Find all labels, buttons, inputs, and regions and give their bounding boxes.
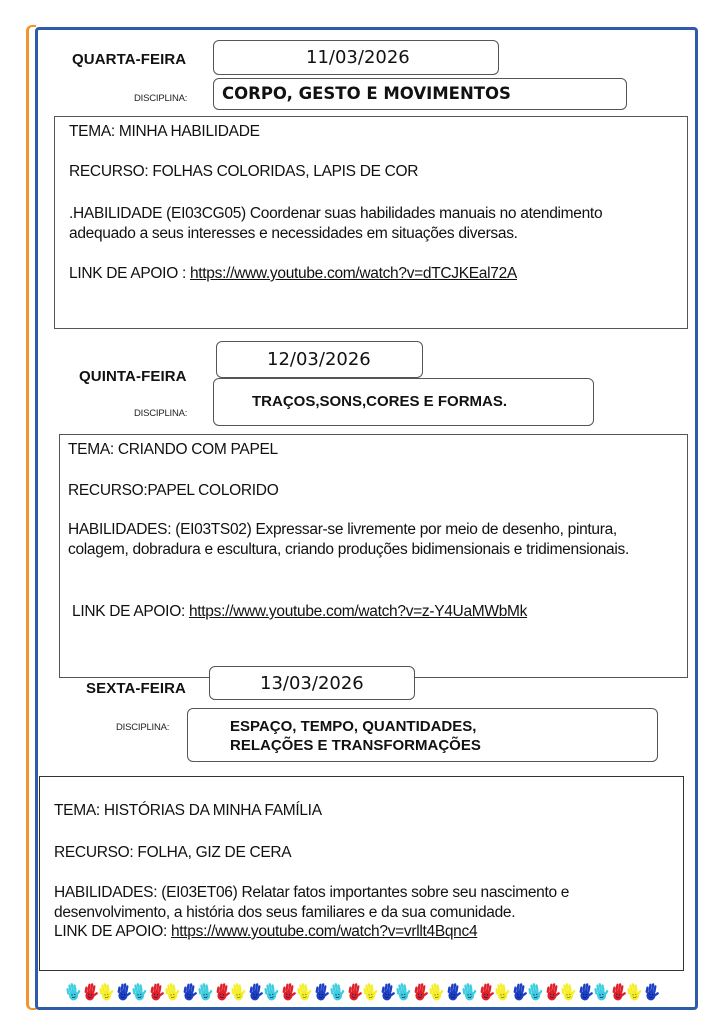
- hand-yellow-icon: [428, 983, 445, 1003]
- link-row: [72, 603, 527, 621]
- hand-yellow-icon: [98, 983, 115, 1003]
- link-label: LINK DE APOIO:: [54, 923, 171, 940]
- hand-blue-icon: [511, 983, 528, 1003]
- disciplina-value: TRAÇOS,SONS,CORES E FORMAS.: [252, 393, 508, 410]
- hand-yellow-icon: [560, 983, 577, 1003]
- disciplina-field: [187, 708, 658, 762]
- hand-red-icon: [346, 983, 363, 1003]
- hand-cyan-icon: [527, 983, 544, 1003]
- habilidade-text: HABILIDADES: (EI03ET06) Relatar fatos importantes sobre seu nascimento e desenvolvimento, a história dos seus familiares e da sua comunidade.: [54, 884, 570, 921]
- support-link[interactable]: https://www.youtube.com/watch?v=vrllt4Bqnc4: [170, 923, 478, 940]
- hand-red-icon: [478, 983, 495, 1003]
- hand-blue-icon: [181, 983, 198, 1003]
- recurso-text: RECURSO: FOLHA, GIZ DE CERA: [54, 844, 292, 861]
- day-label: QUARTA-FEIRA: [72, 51, 187, 68]
- recurso-text: RECURSO:PAPEL COLORIDO: [68, 482, 279, 499]
- hand-yellow-icon: [494, 983, 511, 1003]
- tema-text: TEMA: MINHA HABILIDADE: [69, 123, 260, 140]
- date-field: [216, 341, 423, 378]
- hand-yellow-icon: [164, 983, 181, 1003]
- tema-text: TEMA: CRIANDO COM PAPEL: [68, 441, 278, 458]
- hand-cyan-icon: [131, 983, 148, 1003]
- disciplina-label: DISCIPLINA:: [134, 93, 188, 104]
- hand-yellow-icon: [626, 983, 643, 1003]
- hand-cyan-icon: [197, 983, 214, 1003]
- tema-text: TEMA: HISTÓRIAS DA MINHA FAMÍLIA: [54, 802, 322, 819]
- hand-red-icon: [82, 983, 99, 1003]
- habilidade-text: .HABILIDADE (EI03CG05) Coordenar suas habilidades manuais no atendimento adequado a seus interesses e necessidades em situações diversas.: [69, 205, 603, 242]
- lesson-content-box: [54, 116, 688, 329]
- support-link[interactable]: https://www.youtube.com/watch?v=z-Y4UaMWbMk: [188, 603, 528, 620]
- date-field: [213, 40, 499, 75]
- hand-blue-icon: [247, 983, 264, 1003]
- hand-yellow-icon: [230, 983, 247, 1003]
- hand-red-icon: [412, 983, 429, 1003]
- link-label: LINK DE APOIO :: [69, 265, 190, 282]
- link-row: [54, 923, 477, 941]
- recurso-text: RECURSO: FOLHAS COLORIDAS, LAPIS DE COR: [69, 163, 419, 180]
- link-label: LINK DE APOIO:: [72, 603, 189, 620]
- disciplina-line-1: ESPAÇO, TEMPO, QUANTIDADES,: [230, 718, 477, 735]
- day-label: QUINTA-FEIRA: [79, 368, 187, 385]
- hand-red-icon: [214, 983, 231, 1003]
- disciplina-label: DISCIPLINA:: [134, 408, 188, 419]
- hand-blue-icon: [379, 983, 396, 1003]
- hand-blue-icon: [643, 983, 660, 1003]
- hand-cyan-icon: [593, 983, 610, 1003]
- disciplina-field: [213, 378, 594, 426]
- date-value: 11/03/2026: [306, 47, 410, 68]
- hand-cyan-icon: [65, 983, 82, 1003]
- disciplina-line-2: RELAÇÕES E TRANSFORMAÇÕES: [230, 737, 481, 754]
- disciplina-field: [213, 78, 627, 110]
- hands-border-decoration: [65, 983, 663, 1005]
- hand-red-icon: [148, 983, 165, 1003]
- hand-yellow-icon: [362, 983, 379, 1003]
- lesson-content-box: [39, 776, 684, 971]
- hand-yellow-icon: [296, 983, 313, 1003]
- date-field: [209, 666, 415, 700]
- hand-cyan-icon: [395, 983, 412, 1003]
- habilidade-text: HABILIDADES: (EI03TS02) Expressar-se livremente por meio de desenho, pintura, colagem, dobradura e escultura, criando produções bidimensionais e tridimensionais.: [68, 521, 629, 558]
- hand-blue-icon: [577, 983, 594, 1003]
- hand-red-icon: [280, 983, 297, 1003]
- link-row: [69, 265, 517, 283]
- date-value: 12/03/2026: [267, 349, 371, 370]
- hand-cyan-icon: [263, 983, 280, 1003]
- date-value: 13/03/2026: [260, 673, 364, 694]
- support-link[interactable]: https://www.youtube.com/watch?v=dTCJKEal72A: [189, 265, 517, 282]
- hand-red-icon: [610, 983, 627, 1003]
- disciplina-value: [230, 717, 481, 755]
- day-label: SEXTA-FEIRA: [86, 680, 186, 697]
- lesson-content-box: [59, 434, 688, 678]
- hand-blue-icon: [445, 983, 462, 1003]
- hand-cyan-icon: [329, 983, 346, 1003]
- hand-cyan-icon: [461, 983, 478, 1003]
- disciplina-value: CORPO, GESTO E MOVIMENTOS: [222, 84, 511, 103]
- hand-red-icon: [544, 983, 561, 1003]
- hand-blue-icon: [313, 983, 330, 1003]
- disciplina-label: DISCIPLINA:: [116, 722, 170, 733]
- hand-blue-icon: [115, 983, 132, 1003]
